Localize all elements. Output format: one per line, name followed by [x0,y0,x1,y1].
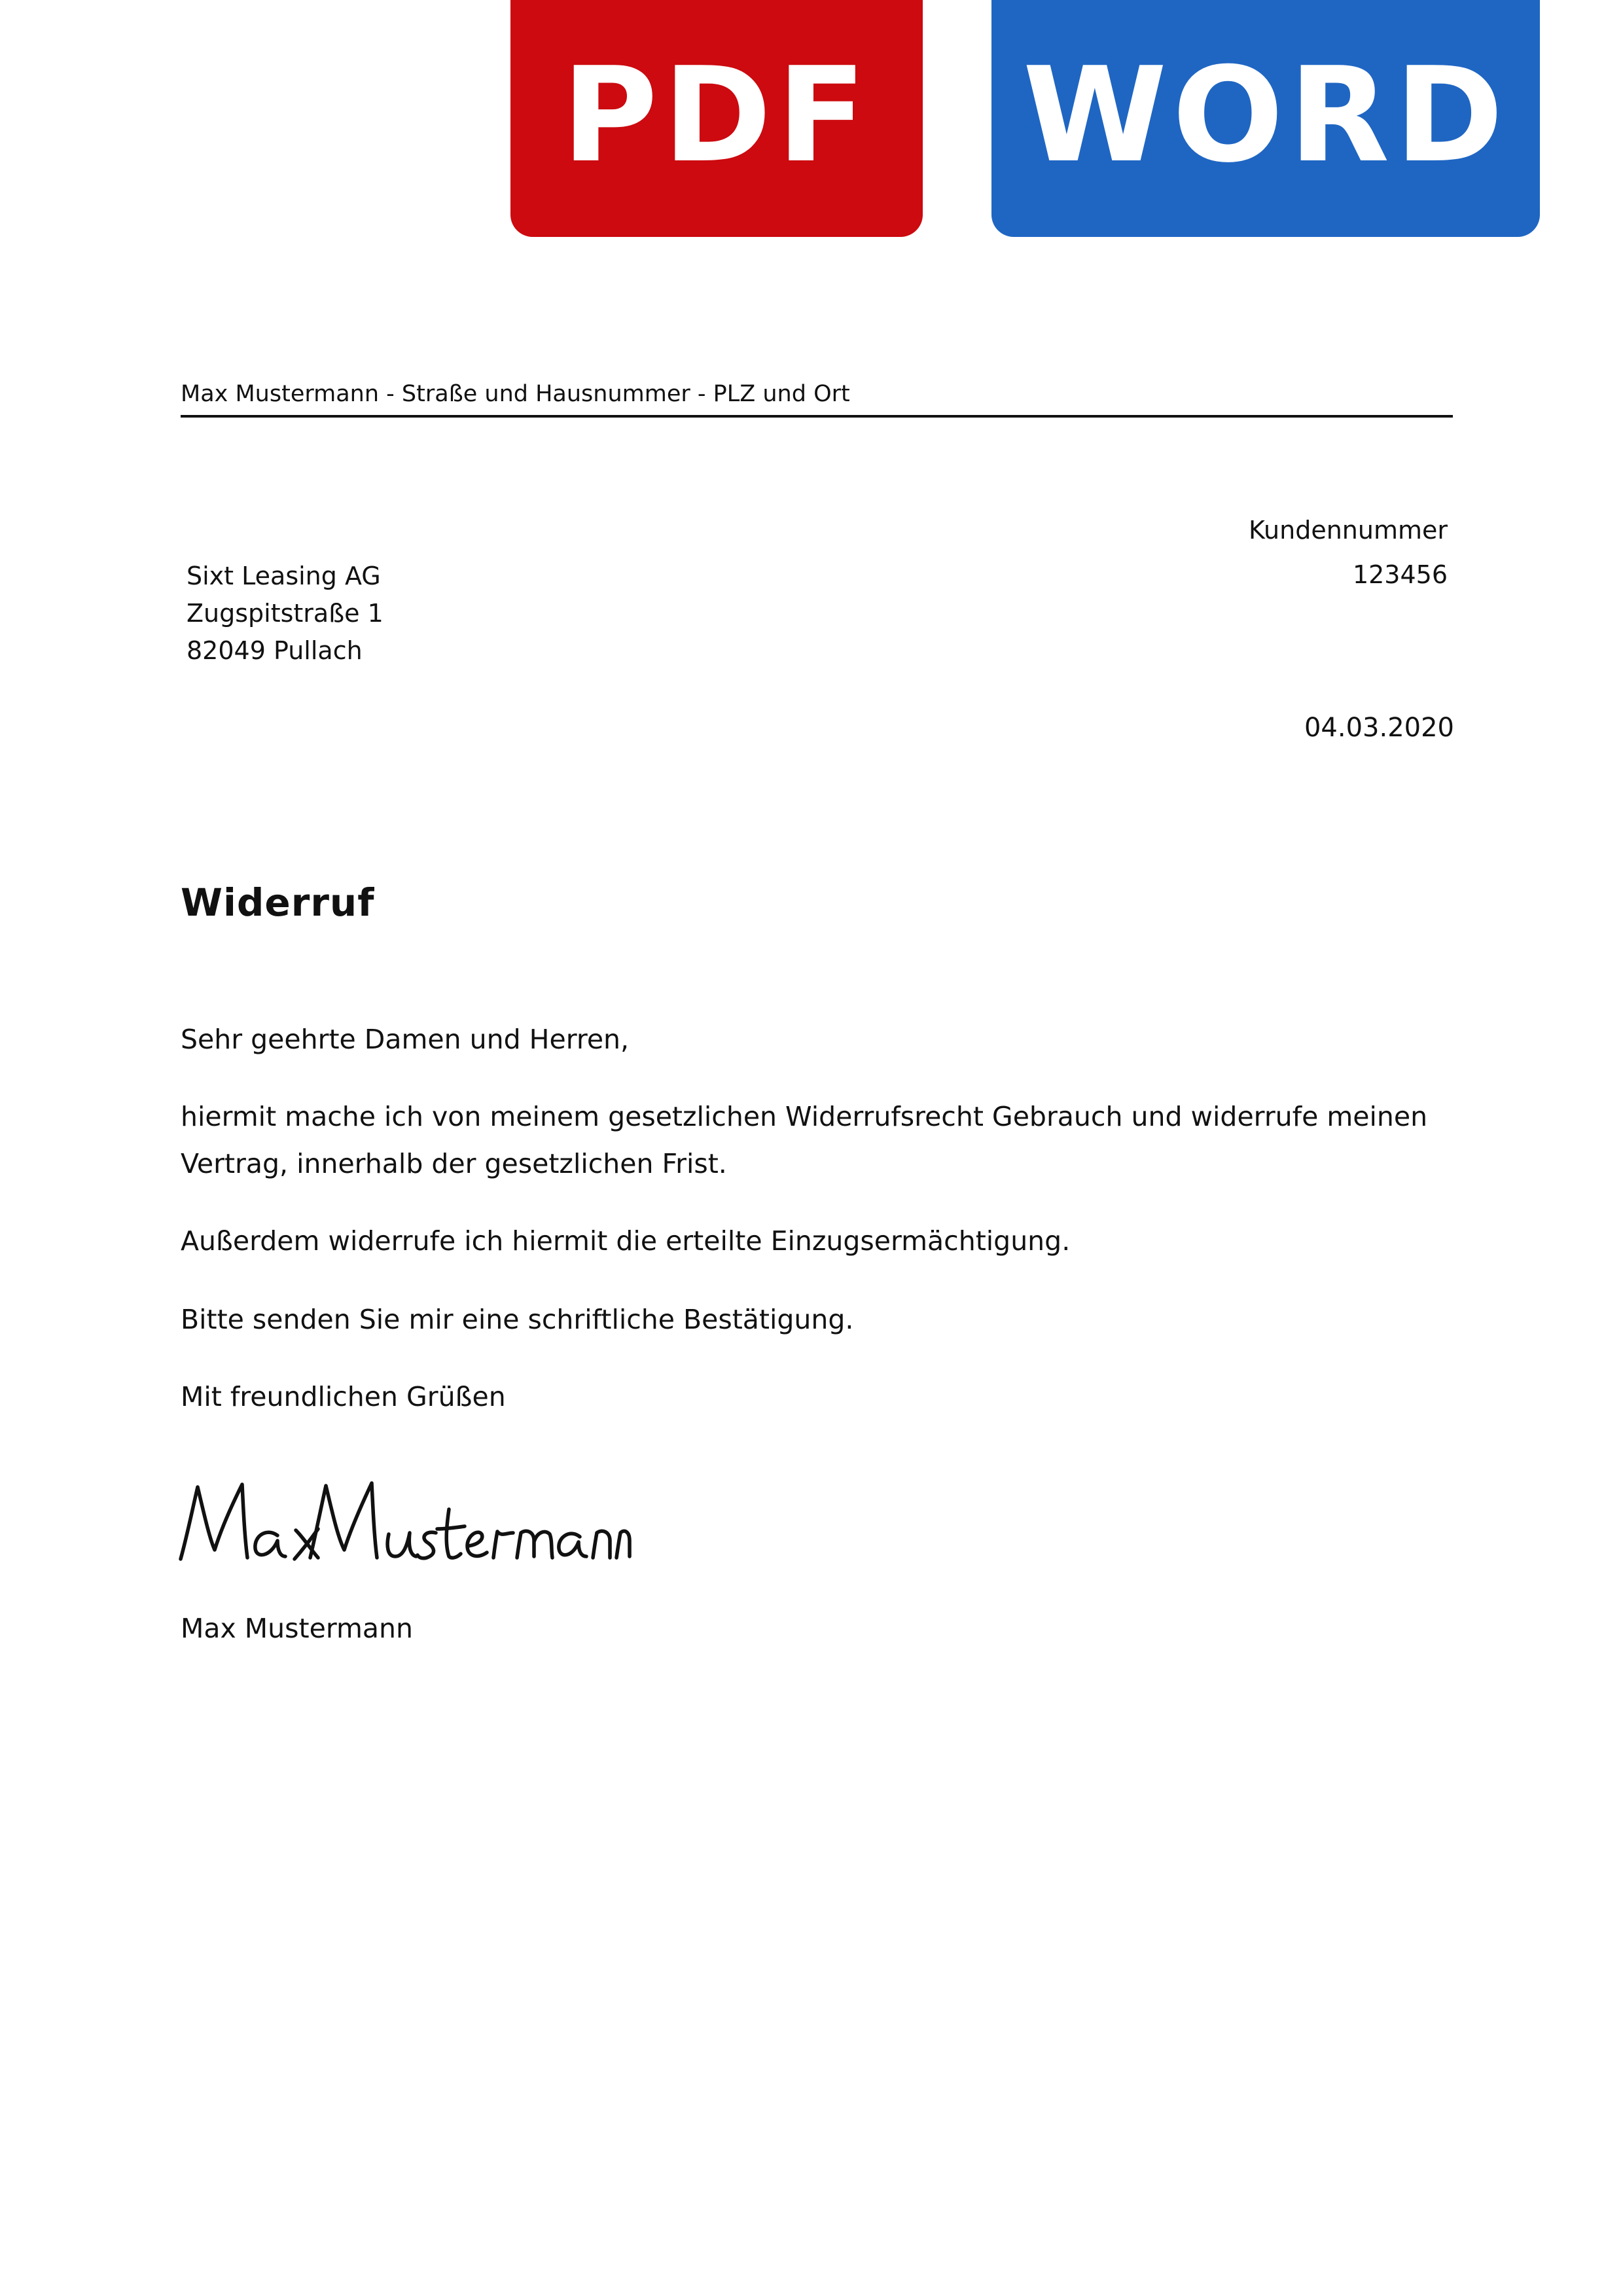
recipient-name: Sixt Leasing AG [187,562,381,590]
sender-return-address: Max Mustermann - Straße und Hausnummer - PLZ und Ort [181,380,1453,418]
paragraph-confirmation: Bitte senden Sie mir eine schriftliche Bestätigung. [181,1304,854,1335]
customer-number-value: 123456 [1352,560,1448,589]
word-download-button[interactable] [991,0,1540,237]
pdf-button-label: PDF [562,39,872,192]
letter-subject: Widerruf [181,880,375,925]
salutation: Sehr geehrte Damen und Herren, [181,1024,630,1055]
recipient-street: Zugspitstraße 1 [187,599,383,628]
recipient-city: 82049 Pullach [187,636,363,665]
letter-date: 04.03.2020 [1304,713,1454,743]
handwritten-signature [175,1473,633,1571]
paragraph-revocation: hiermit mache ich von meinem gesetzlichen Widerrufsrecht Gebrauch und widerrufe meinen Vertrag, innerhalb der gesetzlichen Frist. [181,1101,1428,1179]
printed-name: Max Mustermann [181,1613,413,1644]
pdf-download-button[interactable] [510,0,923,237]
customer-number-label: Kundennummer [1249,516,1448,545]
closing-phrase: Mit freundlichen Grüßen [181,1381,506,1412]
customer-number-block [1249,508,1448,597]
paragraph-direct-debit: Außerdem widerrufe ich hiermit die erteilte Einzugsermächtigung. [181,1225,1071,1257]
word-button-label: WORD [1022,39,1509,192]
recipient-address [187,558,383,670]
